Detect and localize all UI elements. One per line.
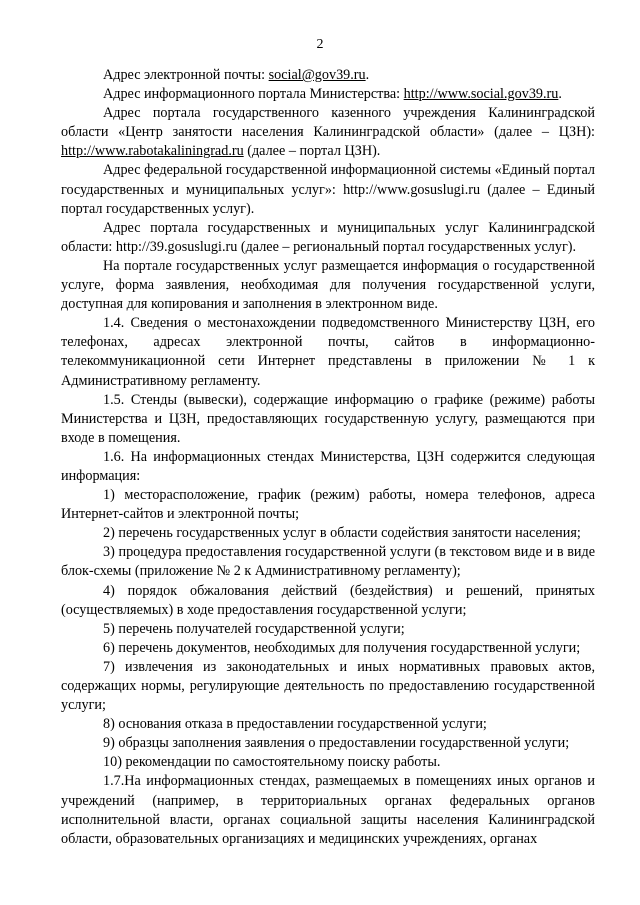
list-item-5: 5) перечень получателей государственной услуги; (103, 620, 405, 637)
paragraph-ministry-portal (61, 85, 595, 104)
paragraph-czn-portal (61, 104, 595, 161)
czn-portal-link[interactable]: http://www.rabotakaliningrad.ru (61, 143, 244, 160)
czn-portal-end: (далее – портал ЦЗН). (243, 143, 381, 160)
list-item-7: 7) извлечения из законодательных и иных нормативных правовых актов, содержащих нормы, регулирующие деятельность по предоставлению государственной услуги; (61, 658, 595, 714)
ministry-portal-end: . (558, 86, 562, 103)
list-item-10: 10) рекомендации по самостоятельному поиску работы. (103, 754, 441, 771)
email-end: . (365, 67, 370, 83)
list-item-2: 2) перечень государственных услуг в области содействия занятости населения; (103, 525, 581, 542)
ministry-portal-label: Адрес информационного портала Министерства: (103, 86, 404, 103)
paragraph-portal-info: На портале государственных услуг размещается информация о государственной услуге, форма заявления, необходимая для получения государственной услуги, доступная для копирования и заполнения в электронном виде. (61, 257, 595, 313)
paragraph-1-6: 1.6. На информационных стендах Министерства, ЦЗН содержится следующая информация: (61, 448, 595, 484)
list-item-6: 6) перечень документов, необходимых для получения государственной услуги; (103, 639, 581, 656)
czn-portal-label: Адрес портала государственного казенного учреждения Калининградской области «Центр занятости населения Калининградской области» (далее – ЦЗН): (61, 105, 595, 141)
paragraph-1-7: 1.7.На информационных стендах, размещаемых в помещениях иных органов и учреждений (например, в территориальных органах федеральных органов исполнительной власти, органах социальной защиты населения Калининградской области, образовательных организациях и медицинских учреждениях, органах (61, 773, 595, 847)
document-body (61, 66, 595, 849)
paragraph-federal-portal: Адрес федеральной государственной информационной системы «Единый портал государственных и муниципальных услуг»: http://www.gosuslugi.ru (далее – Единый портал государственных услуг). (61, 162, 595, 217)
paragraph-1-5: 1.5. Стенды (вывески), содержащие информацию о графике (режиме) работы Министерства и ЦЗН, предоставляющих государственную услугу, размещаются при входе в помещения. (61, 391, 595, 446)
list-item-1: 1) месторасположение, график (режим) работы, номера телефонов, адреса Интернет-сайтов и электронной почты; (61, 487, 595, 523)
list-item-9: 9) образцы заполнения заявления о предоставлении государственной услуги; (103, 735, 570, 752)
paragraph-1-4: 1.4. Сведения о местонахождении подведомственного Министерству ЦЗН, его телефонах, адресах электронной почты, сайтов в информационно-телекоммуникационной сети Интернет представлены в приложении № 1 к Административному регламенту. (61, 315, 595, 389)
email-link[interactable]: social@gov39.ru (268, 67, 366, 83)
page-number: 2 (316, 37, 324, 52)
list-item-8: 8) основания отказа в предоставлении государственной услуги; (103, 716, 487, 733)
list-item-4: 4) порядок обжалования действий (бездействия) и решений, принятых (осуществляемых) в ходе предоставления государственной услуги; (61, 582, 595, 618)
paragraph-regional-portal: Адрес портала государственных и муниципальных услуг Калининградской области: http://39.gosuslugi.ru (далее – региональный портал государственных услуг). (61, 219, 595, 255)
email-label: Адрес электронной почты: (103, 67, 269, 83)
paragraph-email (61, 66, 595, 85)
ministry-portal-link[interactable]: http://www.social.gov39.ru (403, 86, 559, 103)
list-item-3: 3) процедура предоставления государственной услуги (в текстовом виде и в виде блок-схемы (приложение № 2 к Административному регламенту); (61, 544, 595, 580)
